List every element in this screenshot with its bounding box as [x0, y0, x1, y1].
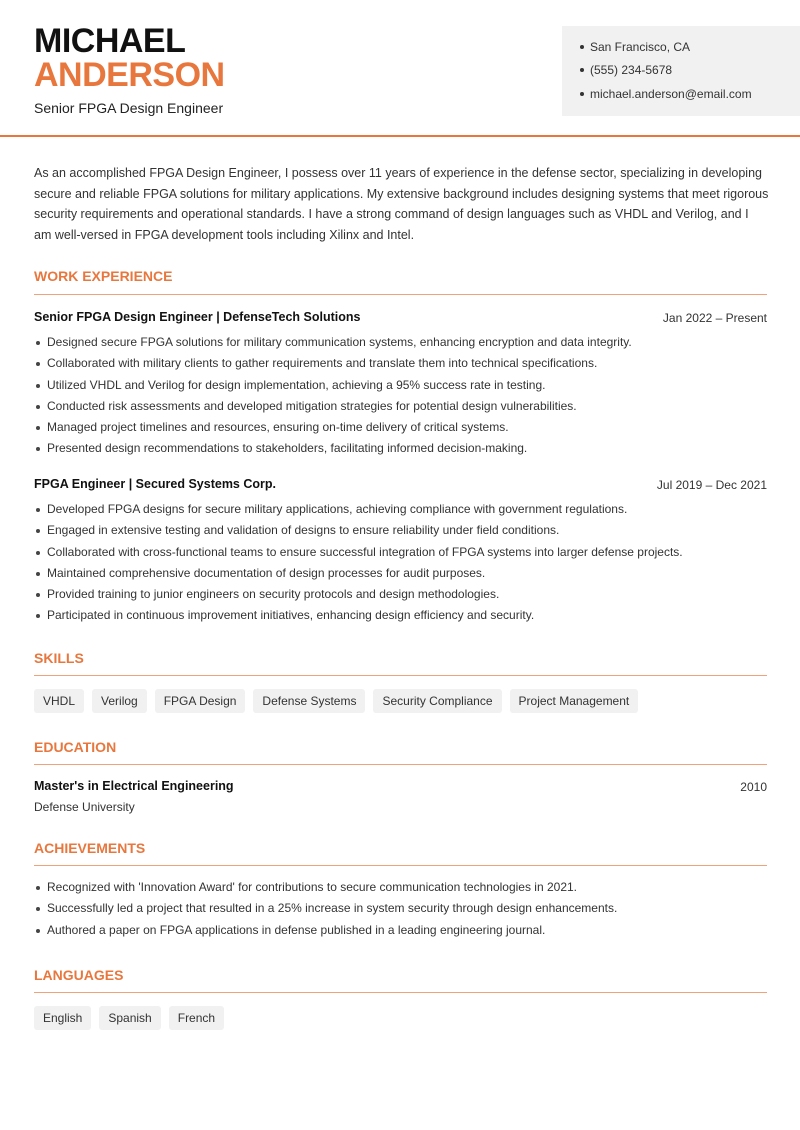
- bullet-icon: [36, 551, 40, 555]
- list-item: [34, 375, 769, 396]
- bullet-icon: [36, 508, 40, 512]
- list-item: [34, 605, 769, 626]
- job-heading: FPGA Engineer | Secured Systems Corp.: [34, 477, 276, 491]
- bullet-text: Collaborated with military clients to gather requirements and translate them into technical specifications.: [47, 356, 598, 371]
- bullet-text: Provided training to junior engineers on security protocols and design methodologies.: [47, 587, 500, 602]
- job-dates: Jul 2019 – Dec 2021: [656, 478, 767, 492]
- languages-list: [34, 1006, 224, 1030]
- contact-box: [562, 26, 800, 116]
- section-divider: [34, 764, 767, 765]
- list-item: [34, 898, 769, 919]
- section-divider: [34, 865, 767, 866]
- list-item: [34, 920, 769, 941]
- section-title-languages: LANGUAGES: [34, 967, 124, 983]
- job-heading: Senior FPGA Design Engineer | DefenseTech Solutions: [34, 310, 361, 324]
- section-title-education: EDUCATION: [34, 739, 117, 755]
- language-chip: Spanish: [99, 1006, 160, 1030]
- bullet-text: Utilized VHDL and Verilog for design implementation, achieving a 95% success rate in testing.: [47, 377, 546, 392]
- skill-chip: Project Management: [510, 689, 639, 713]
- bullet-icon: [36, 341, 40, 345]
- language-chip: English: [34, 1006, 91, 1030]
- bullet-text: Recognized with 'Innovation Award' for contributions to secure communication technologies in 2021.: [47, 880, 578, 894]
- contact-location-text: San Francisco, CA: [590, 40, 691, 54]
- list-item: [34, 396, 769, 417]
- list-item: [34, 438, 769, 459]
- list-item: [34, 417, 769, 438]
- bullet-icon: [36, 405, 40, 409]
- bullet-icon: [36, 593, 40, 597]
- bullet-icon: [580, 45, 584, 49]
- job-title: Senior FPGA Design Engineer: [34, 100, 224, 116]
- job-bullets: [34, 332, 769, 460]
- contact-phone: [580, 63, 672, 77]
- bullet-text: Presented design recommendations to stakeholders, facilitating informed decision-making.: [47, 441, 528, 456]
- bullet-icon: [36, 362, 40, 366]
- skills-list: [34, 689, 638, 713]
- job-dates: Jan 2022 – Present: [662, 311, 767, 325]
- skill-chip: Verilog: [92, 689, 147, 713]
- contact-phone-text: (555) 234-5678: [590, 63, 673, 77]
- job-bullets: [34, 499, 769, 627]
- bullet-text: Participated in continuous improvement initiatives, enhancing design efficiency and security.: [47, 608, 535, 623]
- last-name: ANDERSON: [34, 56, 225, 94]
- bullet-text: Engaged in extensive testing and validation of designs to ensure reliability under field conditions.: [47, 523, 560, 538]
- bullet-text: Developed FPGA designs for secure military applications, achieving compliance with government regulations.: [47, 502, 628, 516]
- bullet-text: Conducted risk assessments and developed mitigation strategies for potential design vulnerabilities.: [47, 398, 577, 413]
- bullet-icon: [36, 384, 40, 388]
- skill-chip: Security Compliance: [373, 689, 501, 713]
- list-item: [34, 563, 769, 584]
- section-divider: [34, 992, 767, 993]
- summary-paragraph: As an accomplished FPGA Design Engineer, I possess over 11 years of experience in the defense sector, specializing in developing secure and reliable FPGA solutions for military applications. My extensive background includes designing systems that meet rigorous security requirements and operational standards. I have a strong command of design languages such as VHDL and Verilog, and I am well-versed in FPGA development tools including Xilinx and Intel.: [34, 166, 769, 242]
- bullet-text: Maintained comprehensive documentation of design processes for audit purposes.: [47, 565, 486, 580]
- bullet-icon: [36, 886, 40, 890]
- resume-header: [0, 0, 800, 137]
- contact-email: [580, 87, 752, 101]
- section-divider: [34, 675, 767, 676]
- bullet-icon: [36, 929, 40, 933]
- language-chip: French: [169, 1006, 224, 1030]
- degree-name: Master's in Electrical Engineering: [34, 779, 234, 793]
- list-item: [34, 584, 769, 605]
- bullet-text: Successfully led a project that resulted in a 25% increase in system security through design enhancements.: [47, 901, 618, 916]
- bullet-icon: [36, 614, 40, 618]
- bullet-text: Designed secure FPGA solutions for military communication systems, enhancing encryption and data integrity.: [47, 335, 632, 349]
- list-item: [34, 332, 769, 353]
- graduation-year: 2010: [740, 780, 767, 794]
- bullet-icon: [36, 572, 40, 576]
- skill-chip: VHDL: [34, 689, 84, 713]
- skill-chip: Defense Systems: [253, 689, 365, 713]
- bullet-icon: [580, 92, 584, 96]
- contact-email-text: michael.anderson@email.com: [590, 87, 752, 101]
- bullet-icon: [36, 426, 40, 430]
- contact-location: [580, 40, 690, 54]
- list-item: [34, 877, 769, 898]
- first-name: MICHAEL: [34, 22, 186, 60]
- list-item: [34, 499, 769, 520]
- skill-chip: FPGA Design: [155, 689, 246, 713]
- section-title-skills: SKILLS: [34, 650, 84, 666]
- school-name: Defense University: [34, 800, 135, 814]
- section-divider: [34, 294, 767, 295]
- bullet-icon: [36, 907, 40, 911]
- achievements-list: [34, 877, 769, 941]
- bullet-text: Collaborated with cross-functional teams to ensure successful integration of FPGA systems into larger defense projects.: [47, 544, 683, 559]
- list-item: [34, 353, 769, 374]
- section-title-work: WORK EXPERIENCE: [34, 268, 173, 284]
- list-item: [34, 542, 769, 563]
- bullet-text: Authored a paper on FPGA applications in defense published in a leading engineering journal.: [47, 922, 546, 937]
- bullet-icon: [36, 447, 40, 451]
- bullet-icon: [36, 529, 40, 533]
- section-title-achievements: ACHIEVEMENTS: [34, 840, 146, 856]
- bullet-text: Managed project timelines and resources, ensuring on-time delivery of critical systems.: [47, 420, 509, 435]
- bullet-icon: [580, 68, 584, 72]
- list-item: [34, 520, 769, 541]
